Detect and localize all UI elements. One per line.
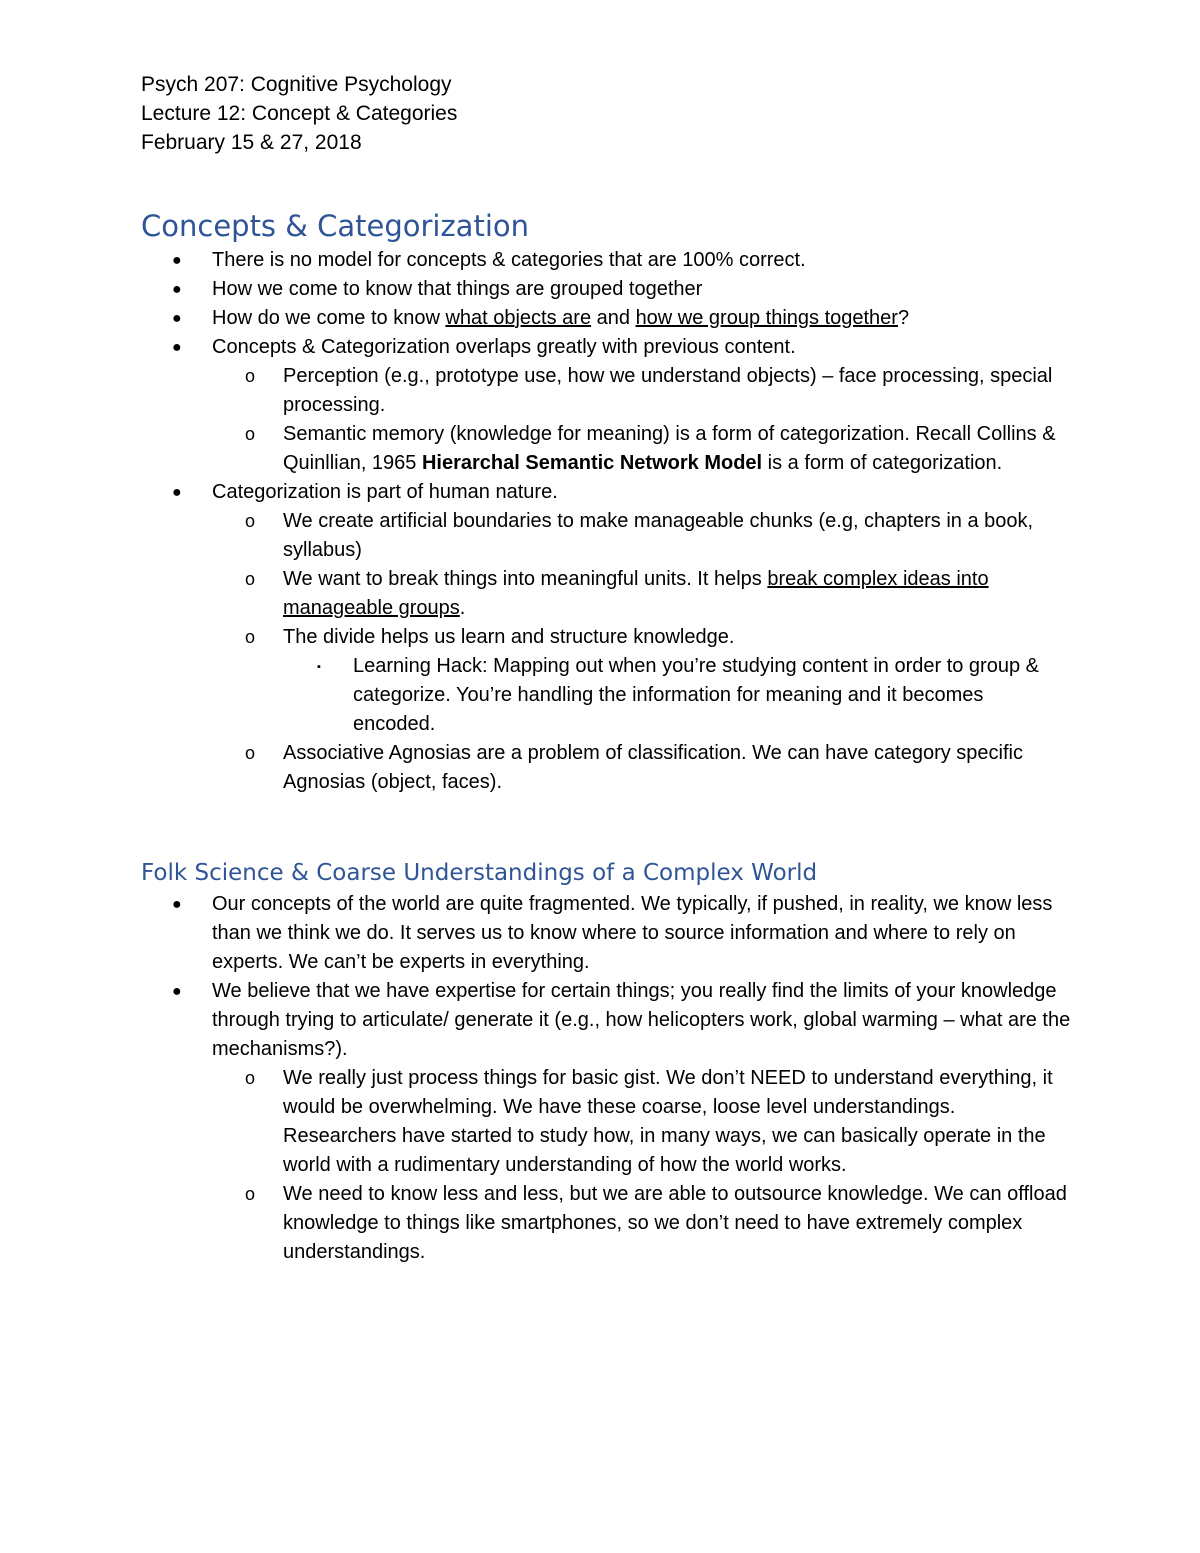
course-title: Psych 207: Cognitive Psychology xyxy=(141,73,452,96)
list-item-text: is a form of categorization. xyxy=(762,452,1003,474)
list-item-text: We really just process things for basic gist. We don’t NEED to understand everything, it would be overwhelming. We have these coarse, loose level understandings. Researchers have started to study how, in many ways, we can basically operate in the world with a rudimentary understanding of how the world works. xyxy=(283,1067,1053,1176)
list-item-text: Our concepts of the world are quite fragmented. We typically, if pushed, in reality, we know less than we think we do. It serves us to know where to source information and where to rely on experts. We can’t be experts in everything. xyxy=(212,893,1053,973)
list-item xyxy=(172,246,1072,275)
list-item-text: . xyxy=(459,597,466,619)
circle-bullet-icon: o xyxy=(245,366,256,386)
sub-list-item xyxy=(245,739,1073,797)
list-item xyxy=(172,275,1072,304)
list-item-text: We create artificial boundaries to make manageable chunks (e.g, chapters in a book, syllabus) xyxy=(283,510,1034,561)
underlined-text: what objects are xyxy=(445,307,592,329)
list-item-text: Learning Hack: Mapping out when you’re studying content in order to group & categorize. You’re handling the information for meaning and it becomes encoded. xyxy=(353,655,1039,735)
bullet-icon: ● xyxy=(172,896,182,913)
sub-list-item xyxy=(245,1064,1073,1180)
sub-list-item xyxy=(245,623,1073,652)
list-item xyxy=(172,304,1072,333)
bullet-icon: ● xyxy=(172,252,182,269)
list-item-text: We believe that we have expertise for certain things; you really find the limits of your knowledge through trying to articulate/ generate it (e.g., how helicopters work, global warming – what are the mechanisms?). xyxy=(212,980,1071,1060)
circle-bullet-icon: o xyxy=(245,511,256,531)
lecture-date: February 15 & 27, 2018 xyxy=(141,131,362,154)
list-item xyxy=(172,890,1072,977)
circle-bullet-icon: o xyxy=(245,569,256,589)
circle-bullet-icon: o xyxy=(245,1068,256,1088)
square-bullet-icon: ▪ xyxy=(317,661,321,673)
list-item-text: Concepts & Categorization overlaps greatly with previous content. xyxy=(212,336,796,358)
list-item-text: Associative Agnosias are a problem of classification. We can have category specific Agnosias (object, faces). xyxy=(283,742,1023,793)
sub-list-item xyxy=(245,1180,1073,1267)
list-item-text: Categorization is part of human nature. xyxy=(212,481,558,503)
list-item xyxy=(172,478,1072,507)
sub-list-item xyxy=(245,362,1073,420)
list-item-text: There is no model for concepts & categories that are 100% correct. xyxy=(212,249,806,271)
bullet-icon: ● xyxy=(172,983,182,1000)
section1-list xyxy=(0,246,1200,797)
circle-bullet-icon: o xyxy=(245,424,256,444)
underlined-text: break complex ideas into manageable groups xyxy=(283,568,989,619)
section2-list xyxy=(0,890,1200,1267)
document-header xyxy=(141,70,457,157)
section-heading-concepts: Concepts & Categorization xyxy=(141,209,530,243)
list-item xyxy=(172,333,1072,362)
list-item-text: How do we come to know xyxy=(212,307,446,329)
list-item-text: Perception (e.g., prototype use, how we understand objects) – face processing, special processing. xyxy=(283,365,1053,416)
sub-list-item xyxy=(245,420,1073,478)
list-item xyxy=(172,977,1072,1064)
list-item-text: We want to break things into meaningful units. It helps xyxy=(283,568,768,590)
sub-list-item xyxy=(245,565,1073,623)
section-heading-folk-science: Folk Science & Coarse Understandings of a Complex World xyxy=(141,860,818,886)
sub-list-item xyxy=(245,507,1073,565)
list-item-text: Semantic memory (knowledge for meaning) is a form of categorization. Recall Collins & Quinllian, 1965 xyxy=(283,423,1056,474)
list-item-text: ? xyxy=(897,307,910,329)
bullet-icon: ● xyxy=(172,310,182,327)
bullet-icon: ● xyxy=(172,484,182,501)
list-item-text: We need to know less and less, but we are able to outsource knowledge. We can offload knowledge to things like smartphones, so we don’t need to have extremely complex understandings. xyxy=(283,1183,1067,1263)
underlined-text: how we group things together xyxy=(635,307,898,329)
circle-bullet-icon: o xyxy=(245,743,256,763)
sub-sub-list-item xyxy=(317,652,1063,739)
bold-text: Hierarchal Semantic Network Model xyxy=(421,452,763,474)
circle-bullet-icon: o xyxy=(245,1184,256,1204)
bullet-icon: ● xyxy=(172,339,182,356)
list-item-text: How we come to know that things are grouped together xyxy=(212,278,703,300)
bullet-icon: ● xyxy=(172,281,182,298)
list-item-text: The divide helps us learn and structure knowledge. xyxy=(283,626,735,648)
list-item-text: and xyxy=(591,307,636,329)
lecture-title: Lecture 12: Concept & Categories xyxy=(141,102,458,125)
circle-bullet-icon: o xyxy=(245,627,256,647)
